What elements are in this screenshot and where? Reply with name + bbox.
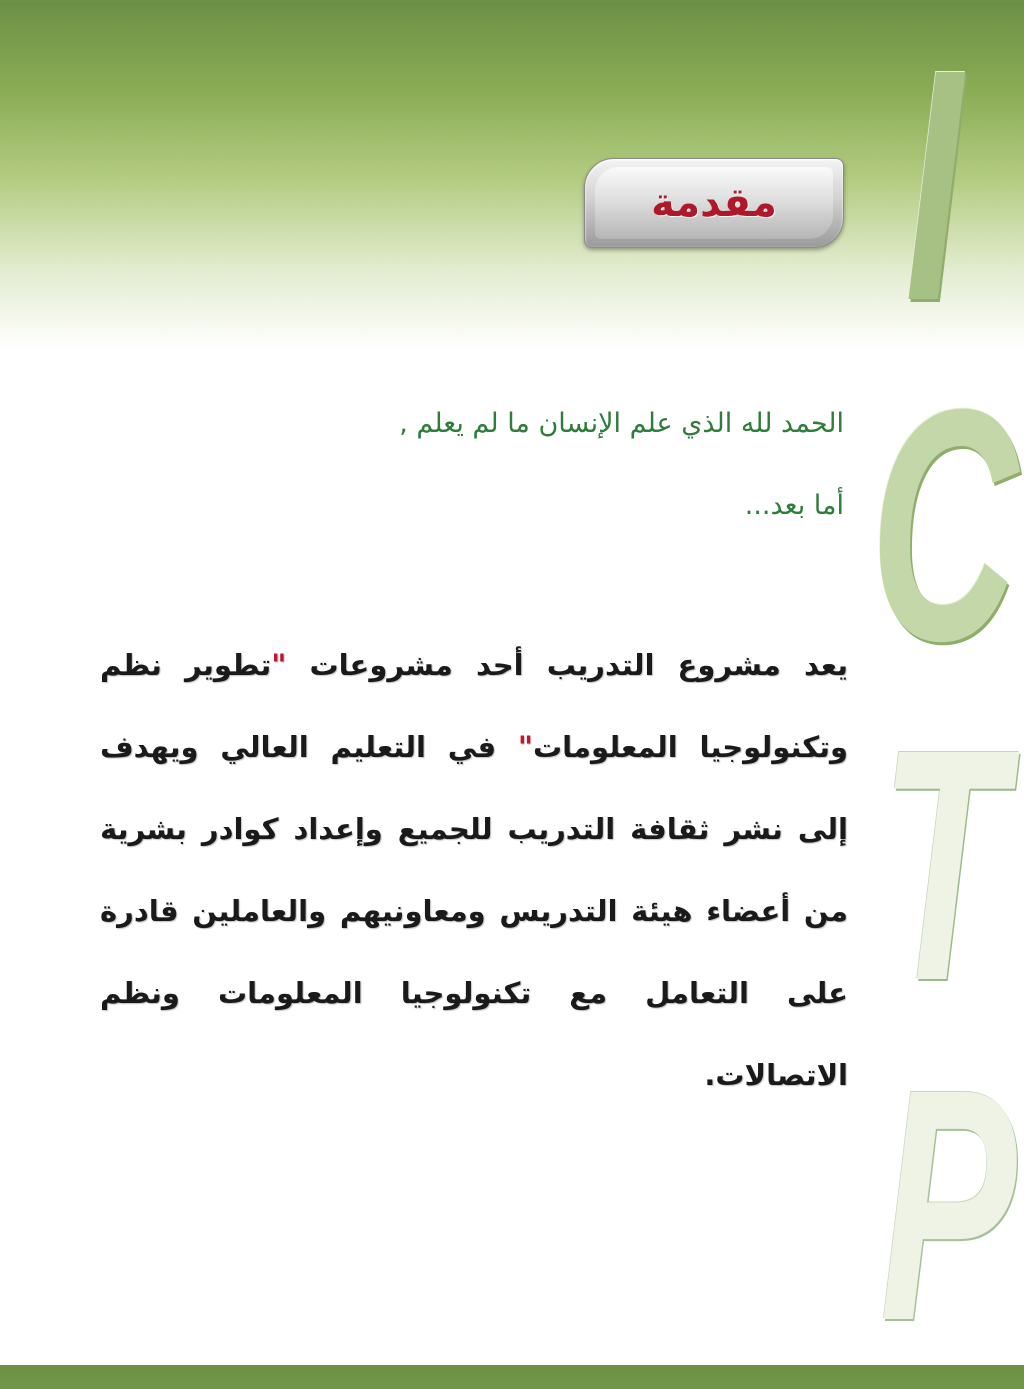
quote-open-mark: " (271, 648, 287, 682)
greeting-line-1: الحمد لله الذي علم الإنسان ما لم يعلم , (399, 408, 844, 439)
quote-close-mark: " (517, 730, 534, 764)
letter-c-decoration: C (870, 340, 1018, 709)
body-part-2: في التعليم العالي ويهدف إلى نشر ثقافة التدريب للجميع وإعداد كوادر بشرية من أعضاء هيئة التدريس ومعاونيهم والعاملين قادرة على التعامل مع تكنولوجيا المعلومات ونظم الاتصالات. (100, 730, 848, 1092)
letter-t-decoration: T (880, 680, 1005, 1049)
heading-badge (584, 158, 844, 248)
greeting-line-2: أما بعد... (744, 490, 844, 521)
page-title: مقدمة (651, 180, 777, 226)
body-part-1: يعد مشروع التدريب أحد مشروعات (286, 648, 849, 682)
body-quoted-text: تطوير نظم وتكنولوجيا المعلومات (100, 648, 849, 764)
letter-p-decoration: P (880, 1020, 1017, 1389)
body-paragraph (100, 624, 848, 1116)
letter-i-decoration: I (905, 0, 962, 369)
